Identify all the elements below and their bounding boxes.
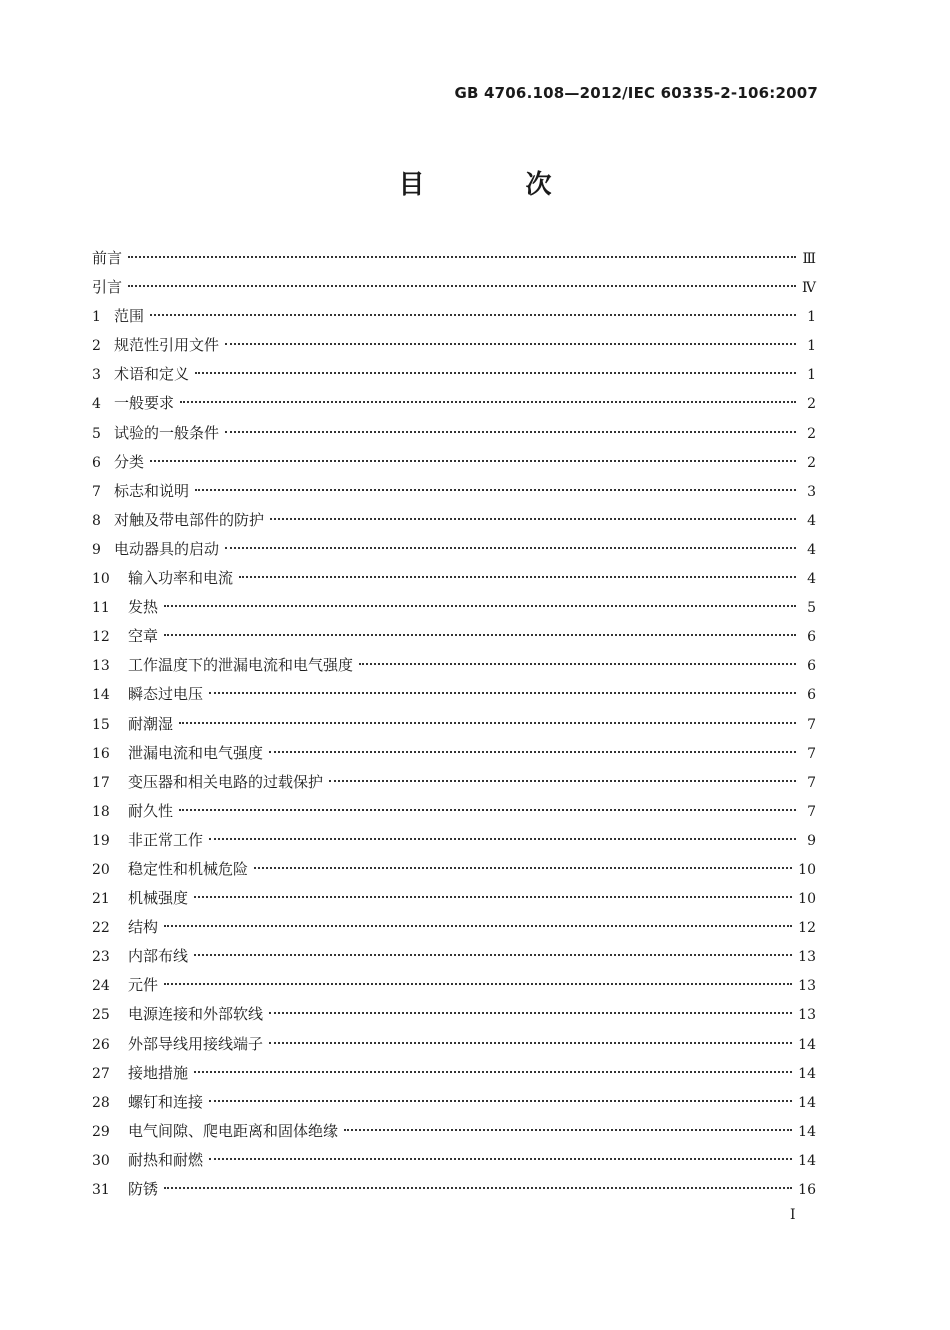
toc-dot-leader xyxy=(225,547,796,549)
toc-entry-number: 25 xyxy=(92,1007,110,1024)
toc-entry[interactable] xyxy=(92,448,816,477)
toc-entry[interactable] xyxy=(92,622,816,651)
toc-entry[interactable] xyxy=(92,739,816,768)
table-of-contents xyxy=(92,244,816,1204)
toc-entry[interactable] xyxy=(92,1117,816,1146)
toc-entry-number: 22 xyxy=(92,920,110,937)
toc-entry-title: 结构 xyxy=(128,918,159,937)
toc-entry[interactable] xyxy=(92,942,816,971)
toc-dot-leader xyxy=(195,372,796,374)
toc-entry-title: 引言 xyxy=(92,278,123,297)
toc-entry-number: 8 xyxy=(92,512,101,529)
toc-entry-title: 电动器具的启动 xyxy=(114,539,220,558)
toc-dot-leader xyxy=(254,867,792,869)
toc-dot-leader xyxy=(209,692,796,694)
toc-entry-page: 4 xyxy=(807,571,816,588)
toc-entry-page: 10 xyxy=(798,891,816,908)
toc-entry[interactable] xyxy=(92,1146,816,1175)
toc-entry[interactable] xyxy=(92,331,816,360)
toc-entry[interactable] xyxy=(92,1088,816,1117)
toc-entry-page: 14 xyxy=(798,1065,816,1082)
page-number: I xyxy=(790,1207,796,1223)
toc-entry-number: 29 xyxy=(92,1123,110,1140)
toc-dot-leader xyxy=(150,314,796,316)
toc-entry-title: 标志和说明 xyxy=(114,481,190,500)
toc-entry-page: Ⅲ xyxy=(802,251,816,267)
toc-entry-number: 20 xyxy=(92,861,110,878)
toc-dot-leader xyxy=(195,489,796,491)
page-title xyxy=(0,164,950,201)
toc-dot-leader xyxy=(164,1187,792,1189)
toc-dot-leader xyxy=(164,925,792,927)
toc-entry-number: 31 xyxy=(92,1182,110,1198)
toc-entry-number: 3 xyxy=(92,367,101,384)
toc-dot-leader xyxy=(128,285,796,287)
toc-entry-number: 21 xyxy=(92,891,110,908)
toc-dot-leader xyxy=(194,1071,792,1073)
toc-entry-title: 机械强度 xyxy=(128,889,189,908)
toc-entry-title: 防锈 xyxy=(128,1180,159,1198)
toc-entry-page: 14 xyxy=(798,1123,816,1140)
toc-entry-title: 泄漏电流和电气强度 xyxy=(128,743,264,762)
toc-entry-title: 瞬态过电压 xyxy=(128,685,204,704)
toc-entry-number: 19 xyxy=(92,832,110,849)
toc-entry-title: 电气间隙、爬电距离和固体绝缘 xyxy=(128,1121,339,1140)
toc-entry[interactable] xyxy=(92,477,816,506)
toc-entry-number: 26 xyxy=(92,1036,110,1053)
toc-entry-page: 2 xyxy=(807,454,816,471)
toc-entry[interactable] xyxy=(92,680,816,709)
toc-entry-number: 18 xyxy=(92,803,110,820)
toc-entry[interactable] xyxy=(92,419,816,448)
toc-entry-page: 14 xyxy=(798,1094,816,1111)
toc-dot-leader xyxy=(150,460,796,462)
toc-entry-title: 工作温度下的泄漏电流和电气强度 xyxy=(128,656,354,675)
toc-entry-number: 4 xyxy=(92,396,101,413)
toc-entry-number: 2 xyxy=(92,338,101,355)
toc-dot-leader xyxy=(269,1042,792,1044)
toc-dot-leader xyxy=(344,1129,792,1131)
toc-entry-page: 6 xyxy=(807,629,816,646)
toc-dot-leader xyxy=(359,663,796,665)
toc-entry-page: 2 xyxy=(807,425,816,442)
toc-entry[interactable] xyxy=(92,506,816,535)
toc-entry[interactable] xyxy=(92,593,816,622)
toc-entry-title: 电源连接和外部软线 xyxy=(128,1005,264,1024)
toc-entry[interactable] xyxy=(92,244,816,273)
toc-entry-title: 非正常工作 xyxy=(128,830,204,849)
toc-entry-number: 9 xyxy=(92,541,101,558)
toc-entry[interactable] xyxy=(92,535,816,564)
toc-entry[interactable] xyxy=(92,1000,816,1029)
toc-entry-number: 14 xyxy=(92,687,110,704)
toc-dot-leader xyxy=(179,809,796,811)
toc-entry-page: 13 xyxy=(798,1007,816,1024)
toc-entry-number: 12 xyxy=(92,629,110,646)
toc-entry[interactable] xyxy=(92,302,816,331)
toc-entry-page: 1 xyxy=(807,338,816,355)
standard-code: GB 4706.108—2012/IEC 60335-2-106:2007 xyxy=(454,84,818,102)
toc-entry-number: 27 xyxy=(92,1065,110,1082)
toc-entry[interactable] xyxy=(92,1030,816,1059)
toc-entry[interactable] xyxy=(92,1059,816,1088)
toc-dot-leader xyxy=(329,780,796,782)
toc-entry-title: 空章 xyxy=(128,627,159,646)
toc-entry-page: 14 xyxy=(798,1036,816,1053)
toc-entry-page: 2 xyxy=(807,396,816,413)
toc-entry-page: 4 xyxy=(807,541,816,558)
toc-dot-leader xyxy=(209,1158,792,1160)
toc-entry-title: 内部布线 xyxy=(128,947,189,966)
toc-entry-page: 16 xyxy=(798,1182,816,1198)
toc-entry-title: 输入功率和电流 xyxy=(128,569,234,588)
toc-entry-page: 4 xyxy=(807,512,816,529)
toc-entry-title: 耐久性 xyxy=(128,801,174,820)
toc-entry[interactable] xyxy=(92,884,816,913)
toc-dot-leader xyxy=(180,401,796,403)
toc-entry-number: 30 xyxy=(92,1152,110,1169)
toc-entry-title: 前言 xyxy=(92,249,123,267)
toc-entry-page: 7 xyxy=(807,745,816,762)
toc-entry[interactable] xyxy=(92,564,816,593)
toc-dot-leader xyxy=(225,431,796,433)
toc-entry-page: 7 xyxy=(807,716,816,733)
toc-entry-page: 6 xyxy=(807,658,816,675)
toc-entry[interactable] xyxy=(92,710,816,739)
toc-entry-title: 耐热和耐燃 xyxy=(128,1150,204,1169)
toc-entry[interactable] xyxy=(92,913,816,942)
toc-entry-title: 接地措施 xyxy=(128,1063,189,1082)
page-title-text: 目 次 xyxy=(398,170,598,200)
toc-entry-number: 24 xyxy=(92,978,110,995)
toc-entry-page: 14 xyxy=(798,1152,816,1169)
toc-dot-leader xyxy=(269,751,796,753)
toc-entry-page: 1 xyxy=(807,309,816,326)
toc-entry[interactable] xyxy=(92,855,816,884)
toc-entry-page: 13 xyxy=(798,978,816,995)
toc-dot-leader xyxy=(270,518,796,520)
toc-entry-title: 分类 xyxy=(114,452,145,471)
toc-entry-title: 对触及带电部件的防护 xyxy=(114,510,265,529)
toc-entry-title: 螺钉和连接 xyxy=(128,1092,204,1111)
toc-dot-leader xyxy=(239,576,796,578)
toc-entry[interactable] xyxy=(92,797,816,826)
toc-dot-leader xyxy=(209,838,796,840)
toc-entry[interactable] xyxy=(92,651,816,680)
toc-entry-page: 7 xyxy=(807,803,816,820)
toc-entry-number: 16 xyxy=(92,745,110,762)
toc-entry-number: 10 xyxy=(92,571,110,588)
toc-dot-leader xyxy=(164,983,792,985)
toc-entry-number: 11 xyxy=(92,600,110,617)
toc-entry-title: 外部导线用接线端子 xyxy=(128,1034,264,1053)
toc-dot-leader xyxy=(269,1012,792,1014)
toc-entry-number: 1 xyxy=(92,309,101,326)
toc-dot-leader xyxy=(164,634,796,636)
toc-dot-leader xyxy=(194,954,792,956)
toc-dot-leader xyxy=(128,256,796,258)
toc-entry[interactable] xyxy=(92,768,816,797)
toc-entry-page: 12 xyxy=(798,920,816,937)
toc-entry[interactable] xyxy=(92,971,816,1000)
toc-entry-page: Ⅳ xyxy=(802,280,816,297)
toc-entry-number: 23 xyxy=(92,949,110,966)
toc-entry-page: 13 xyxy=(798,949,816,966)
toc-entry-title: 耐潮湿 xyxy=(128,714,174,733)
toc-entry-title: 一般要求 xyxy=(114,394,175,413)
toc-entry-number: 17 xyxy=(92,774,110,791)
toc-entry-title: 规范性引用文件 xyxy=(114,336,220,355)
toc-entry-page: 9 xyxy=(807,832,816,849)
toc-entry-title: 稳定性和机械危险 xyxy=(128,859,249,878)
toc-entry[interactable] xyxy=(92,826,816,855)
toc-entry[interactable] xyxy=(92,360,816,389)
toc-dot-leader xyxy=(209,1100,792,1102)
toc-entry-title: 范围 xyxy=(114,307,145,326)
toc-entry-number: 6 xyxy=(92,454,101,471)
toc-entry-page: 10 xyxy=(798,861,816,878)
toc-entry-title: 发热 xyxy=(128,598,159,617)
toc-entry-number: 28 xyxy=(92,1094,110,1111)
toc-entry[interactable] xyxy=(92,273,816,302)
toc-entry-title: 变压器和相关电路的过载保护 xyxy=(128,772,324,791)
toc-dot-leader xyxy=(225,343,796,345)
toc-entry-number: 7 xyxy=(92,483,101,500)
toc-entry-page: 7 xyxy=(807,774,816,791)
toc-entry[interactable] xyxy=(92,389,816,418)
toc-entry-number: 13 xyxy=(92,658,110,675)
toc-dot-leader xyxy=(179,722,796,724)
toc-entry-number: 15 xyxy=(92,716,110,733)
toc-entry-title: 试验的一般条件 xyxy=(114,423,220,442)
toc-entry-page: 6 xyxy=(807,687,816,704)
toc-entry[interactable] xyxy=(92,1175,816,1204)
toc-entry-page: 3 xyxy=(807,483,816,500)
toc-dot-leader xyxy=(194,896,792,898)
toc-entry-title: 术语和定义 xyxy=(114,365,190,384)
toc-entry-page: 1 xyxy=(807,367,816,384)
toc-entry-number: 5 xyxy=(92,425,101,442)
toc-dot-leader xyxy=(164,605,796,607)
toc-entry-page: 5 xyxy=(807,600,816,617)
toc-entry-title: 元件 xyxy=(128,976,159,995)
